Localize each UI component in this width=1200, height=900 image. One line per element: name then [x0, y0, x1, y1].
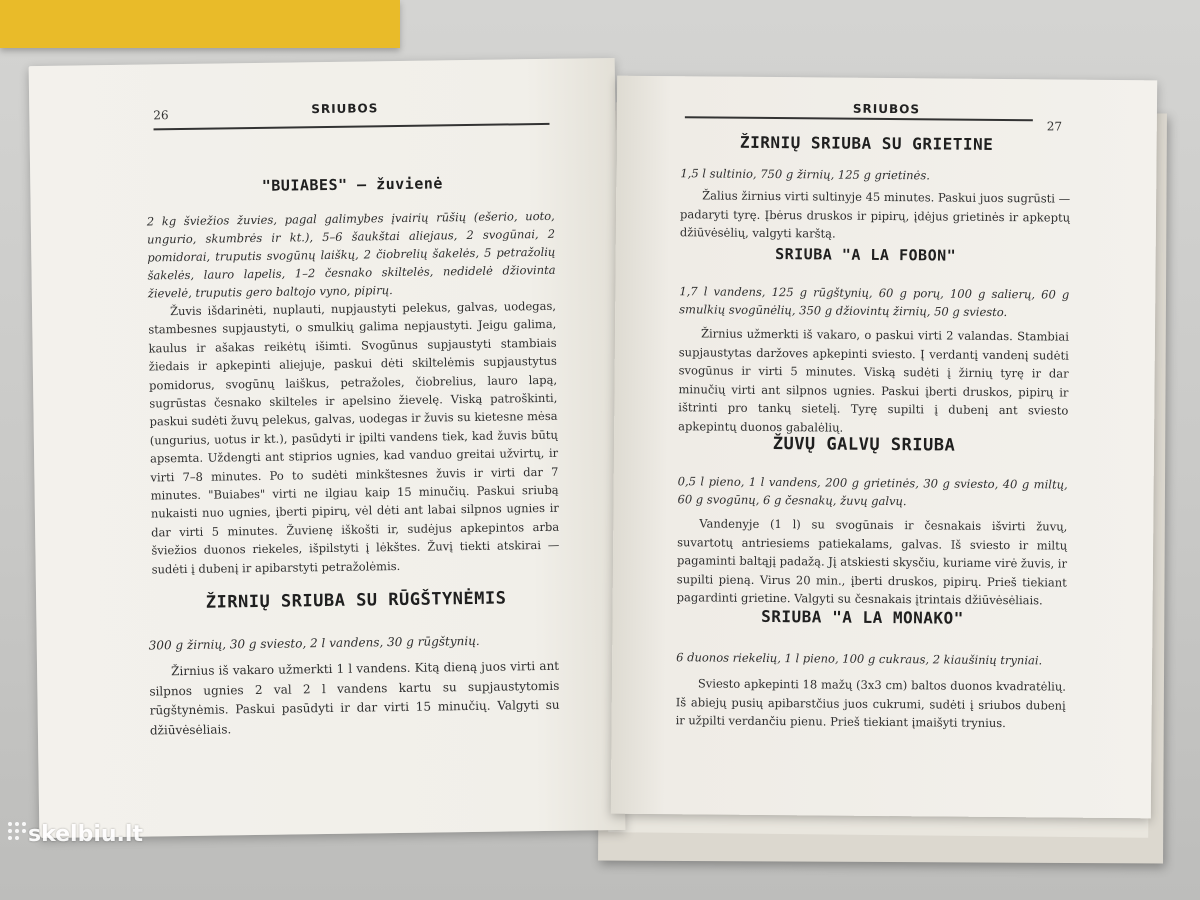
yellow-card: [0, 0, 400, 48]
right-page: [611, 76, 1157, 819]
recipe-title-a-la-fobon: SRIUBA "A LA FOBON": [775, 245, 957, 265]
recipe-ingredients-a-la-monako: 6 duonos riekelių, 1 l pieno, 100 g cukraus, 2 kiaušinių tryniai.: [676, 650, 1043, 668]
recipe-method-zuvu-galvu: Vandenyje (1 l) su svogūnais ir česnakais išvirti žuvų, suvartotų antriesiems patiekalams, galvas. Iš sviesto ir miltų pagaminti baltąjį padažą. Jį atskiesti skysčiu, kuriame virė žuvis, ir supilti pieną. Virus 20 min., įberti druskos, pipirų. Prieš tiekiant pagardinti grietine. Valgyti su česnakais įtrintais džiūvėsėliais.: [676, 516, 1068, 608]
recipe-ingredients-zirniu-rugstynes: 300 g žirnių, 30 g sviesto, 2 l vandens, 30 g rūgštynių.: [148, 633, 480, 653]
recipe-ingredients-zirniu-grietine: 1,5 l sultinio, 750 g žirnių, 125 g grietinės.: [680, 166, 931, 183]
recipe-ingredients-buiabes: 2 kg šviežios žuvies, pagal galimybes įvairių rūšių (ešerio, uoto, ungurio, skumbrės ir kt.), 5–6 šaukštai aliejaus, 2 svogūnai, 2 pomidorai, truputis svogūnų laiškų, 2 čiobrelių šakelės, 5 petražolių šakelės, lauro lapelis, 1–2 česnako skiltelės, nedidelė džiovinta žievelė, truputis gero baltojo vyno, pipirų.: [146, 208, 556, 301]
recipe-title-a-la-monako: SRIUBA "A LA MONAKO": [761, 606, 964, 628]
left-page-number: 26: [153, 108, 169, 123]
recipe-method-a-la-monako: Sviesto apkepinti 18 mažų (3x3 cm) baltos duonos kvadratėlių. Iš abiejų pusių apibarstčius juos cukrumi, sudėti į sriubos dubenį ir užpilti verdančiu pienu. Prieš tiekiant įmaišyti trynius.: [675, 676, 1066, 731]
right-running-head: SRIUBOS: [852, 101, 921, 117]
recipe-title-zirniu-grietine: ŽIRNIŲ SRIUBA SU GRIETINE: [739, 132, 994, 154]
recipe-ingredients-a-la-fobon: 1,7 l vandens, 125 g rūgštynių, 60 g porų, 100 g salierų, 60 g smulkių svogūnėlių, 350 g džiovintų žirnių, 50 g sviesto.: [679, 284, 1070, 320]
right-page-number: 27: [1046, 119, 1063, 134]
recipe-method-zirniu-grietine: Žalius žirnius virti sultinyje 45 minutes. Paskui juos sugrūsti — padaryti tyrę. Įbėrus druskos ir pipirų, įdėjus grietinės ir apkeptų džiūvėsėlių, valgyti karštą.: [679, 188, 1071, 241]
left-page: [29, 58, 626, 838]
recipe-method-a-la-fobon: Žirnius užmerkti iš vakaro, o paskui virti 2 valandas. Stambiai supjaustytas daržoves apkepinti sviesto. Į verdantį vandenį sudėti svogūnus ir virti 5 minutes. Viską sudėti į žirnių tyrę ir dar minučių virti ant silpnos ugnies. Paskui įberti druskos, pipirų ir ištrinti pro tankų sietelį. Tyrę supilti į dubenį ant sviesto apkepintų duonos gabalėlių.: [678, 326, 1070, 435]
watermark-logo-icon: [6, 820, 28, 842]
recipe-title-buiabes: "BUIABES" — žuvienė: [261, 174, 443, 195]
watermark-text: skelbiu.lt: [28, 822, 143, 847]
recipe-title-zuvu-galvu: ŽUVŲ GALVŲ SRIUBA: [772, 434, 956, 456]
left-header-rule: [154, 123, 550, 130]
recipe-method-buiabes: Žuvis išdarinėti, nuplauti, nupjaustyti pelekus, galvas, uodegas, stambesnes supjaustyti, o smulkių galima nepjaustyti. Jeigu galima, kaulus ir ašakas reikėtų išimti. Svogūnus supjaustyti stambiais žiedais ir apkepinti aliejuje, paskui dėti skiltelėmis supjaustytus pomidorus, svogūnų laiškus, petražoles, čiobrelius, lauro lapą, sugrūstas česnako skilteles ir apelsino žievelę. Viską patroškinti, paskui sudėti žuvų pelekus, galvas, uodegas ir žuvis su kietesne mėsa (ungurius, uotus ir kt.), pasūdyti ir įpilti vandens tiek, kad žuvis būtų apsemta. Uždengti ant stiprios ugnies, kad vanduo greitai užvirtų, ir virti 7–8 minutes. Po to sudėti minkštesnes žuvis ir virti dar 7 minutes. "Buiabes" virti ne ilgiau kaip 15 minučių. Paskui sriubą nukaisti nuo ugnies, įberti pipirų, vėl dėti ant labai silpnos ugnies ir dar virti 5 minutes. Žuvienę iškošti ir, sudėjus apkepintos arba šviežios duonos riekeles, išpilstyti į lėkštes. Žuvį tiekti atskirai — sudėti į dubenį ir apibarstyti petražolėmis.: [148, 298, 560, 577]
left-running-head: SRIUBOS: [311, 101, 379, 117]
recipe-title-zirniu-rugstynes: ŽIRNIŲ SRIUBA SU RŪGŠTYNĖMIS: [205, 588, 507, 613]
recipe-ingredients-zuvu-galvu: 0,5 l pieno, 1 l vandens, 200 g grietinės, 30 g sviesto, 40 g miltų, 60 g svogūnų, 6 g česnakų, žuvų galvų.: [677, 474, 1068, 509]
right-header-rule: [685, 116, 1033, 121]
recipe-method-zirniu-rugstynes: Žirnius iš vakaro užmerkti 1 l vandens. Kitą dieną juos virti ant silpnos ugnies 2 val 2 l vandens kartu su supjaustytomis rūgštynėmis. Paskui pasūdyti ir dar virti 15 minučių. Valgyti su džiūvėsėliais.: [149, 658, 560, 737]
